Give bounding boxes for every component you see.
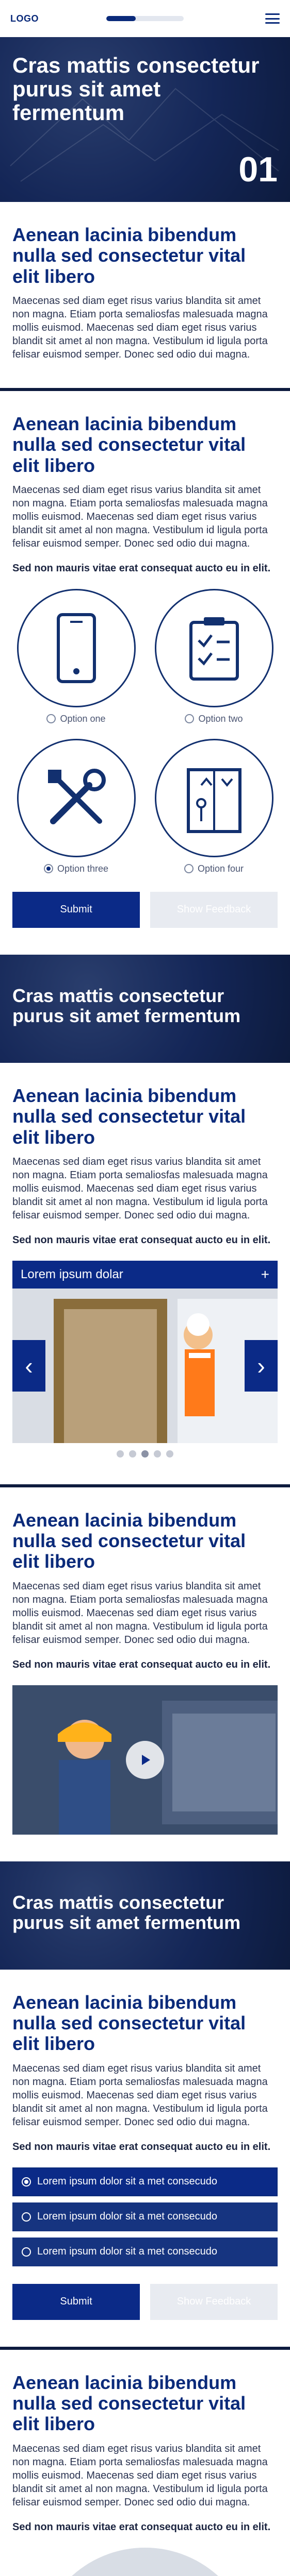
portrait-image xyxy=(37,2548,253,2576)
action-row xyxy=(12,892,278,928)
section-text: Maecenas sed diam eget risus varius blandita sit amet non magna. Etiam porta semaliosfas malesuada magna mollis euismod. Maecenas sed diam eget risus varius blandit sit amet al non magna. Vestibulum id ligula porta felisar euismod semper. Donec sed odio dui magna. xyxy=(12,1580,268,1646)
section-heading: Aenean lacinia bibendum nulla sed consectetur vital elit libero xyxy=(12,1084,246,1148)
section-text: Maecenas sed diam eget risus varius blandita sit amet non magna. Etiam porta semaliosfas malesuada magna mollis euismod. Maecenas sed diam eget risus varius blandit sit amet al non magna. Vestibulum id ligula porta felisar euismod semper. Donec sed odio dui magna. xyxy=(12,295,268,360)
section-heading: Aenean lacinia bibendum nulla sed consectetur vital elit libero xyxy=(12,1509,246,1572)
question-prompt: Sed non mauris vitae erat consequat aucto eu in elit. xyxy=(12,562,271,574)
question-prompt: Sed non mauris vitae erat consequat aucto eu in elit. xyxy=(12,1658,271,1670)
submit-button[interactable]: Submit xyxy=(12,2284,140,2320)
question-prompt: Sed non mauris vitae erat consequat aucto eu in elit. xyxy=(12,2521,271,2533)
carousel-prev-arrow-icon[interactable]: ‹ xyxy=(12,1340,45,1392)
elevator-icon xyxy=(155,739,273,857)
option-radio[interactable] xyxy=(46,714,56,723)
show-feedback-button[interactable]: Show Feedback xyxy=(150,2284,278,2320)
hero-title: Cras mattis consectetur purus sit amet fermentum xyxy=(12,1891,241,1934)
tools-icon xyxy=(17,739,136,857)
question-prompt: Sed non mauris vitae erat consequat aucto eu in elit. xyxy=(12,2141,271,2153)
section-text: Maecenas sed diam eget risus varius blandita sit amet non magna. Etiam porta semaliosfas malesuada magna mollis euismod. Maecenas sed diam eget risus varius blandit sit amet al non magna. Vestibulum id ligula porta felisar euismod semper. Donec sed odio dui magna. xyxy=(12,2443,268,2508)
option-card-3[interactable] xyxy=(12,739,140,874)
question-section-options xyxy=(0,388,290,955)
carousel-next-arrow-icon[interactable]: › xyxy=(245,1340,278,1392)
answer-label: Lorem ipsum dolor sit a met consecudo xyxy=(37,2176,218,2188)
carousel-section xyxy=(0,1063,290,1484)
plus-icon[interactable]: + xyxy=(261,1266,269,1282)
video-section xyxy=(0,1484,290,1861)
option-label: Option one xyxy=(60,713,106,724)
show-feedback-button[interactable]: Show Feedback xyxy=(150,892,278,928)
section-heading: Aenean lacinia bibendum nulla sed consectetur vital elit libero xyxy=(12,224,246,287)
question-prompt: Sed non mauris vitae erat consequat aucto eu in elit. xyxy=(12,1234,271,1246)
section-heading: Aenean lacinia bibendum nulla sed consectetur vital elit libero xyxy=(12,1991,246,2055)
section-text: Maecenas sed diam eget risus varius blandita sit amet non magna. Etiam porta semaliosfas malesuada magna mollis euismod. Maecenas sed diam eget risus varius blandit sit amet al non magna. Vestibulum id ligula porta felisar euismod semper. Donec sed odio dui magna. xyxy=(12,1156,268,1221)
carousel-dots xyxy=(12,1450,278,1458)
image-carousel xyxy=(12,1261,278,1458)
answer-option-2[interactable] xyxy=(12,2202,278,2231)
carousel-dot[interactable] xyxy=(154,1450,161,1458)
section-heading: Aenean lacinia bibendum nulla sed consectetur vital elit libero xyxy=(12,2371,246,2435)
carousel-title: Lorem ipsum dolar xyxy=(21,1267,123,1281)
option-grid xyxy=(12,589,278,874)
answer-radio-selected[interactable] xyxy=(22,2177,31,2187)
section-text: Maecenas sed diam eget risus varius blandita sit amet non magna. Etiam porta semaliosfas malesuada magna mollis euismod. Maecenas sed diam eget risus varius blandit sit amet al non magna. Vestibulum id ligula porta felisar euismod semper. Donec sed odio dui magna. xyxy=(12,484,268,549)
option-radio-selected[interactable] xyxy=(44,864,53,873)
option-label: Option three xyxy=(57,863,109,874)
submit-button[interactable]: Submit xyxy=(12,892,140,928)
option-radio[interactable] xyxy=(185,714,194,723)
hero-title: Cras mattis consectetur purus sit amet fermentum xyxy=(12,53,260,125)
top-bar xyxy=(0,0,290,37)
carousel-image xyxy=(12,1289,278,1443)
checklist-icon xyxy=(155,589,273,707)
video-player[interactable] xyxy=(12,1685,278,1835)
section-text: Maecenas sed diam eget risus varius blandita sit amet non magna. Etiam porta semaliosfas malesuada magna mollis euismod. Maecenas sed diam eget risus varius blandit sit amet al non magna. Vestibulum id ligula porta felisar euismod semper. Donec sed odio dui magna. xyxy=(12,2062,268,2128)
portrait-section xyxy=(0,2347,290,2576)
quiz-section xyxy=(0,1970,290,2347)
hero-title: Cras mattis consectetur purus sit amet fermentum xyxy=(12,985,241,1027)
intro-section xyxy=(0,202,290,388)
option-card-1[interactable] xyxy=(12,589,140,724)
carousel-dot[interactable] xyxy=(129,1450,136,1458)
answer-radio[interactable] xyxy=(22,2247,31,2257)
carousel-dot-active[interactable] xyxy=(141,1450,149,1458)
hero-section-1 xyxy=(0,37,290,202)
progress-bar xyxy=(106,16,184,21)
carousel-dot[interactable] xyxy=(166,1450,173,1458)
hero-section-3 xyxy=(0,1861,290,1970)
section-heading: Aenean lacinia bibendum nulla sed consectetur vital elit libero xyxy=(12,413,246,476)
hamburger-menu-icon[interactable] xyxy=(265,13,280,24)
answer-label: Lorem ipsum dolor sit a met consecudo xyxy=(37,2211,218,2223)
module-number: 01 xyxy=(238,150,278,189)
action-row xyxy=(12,2284,278,2320)
option-radio[interactable] xyxy=(184,864,194,873)
answer-option-3[interactable] xyxy=(12,2238,278,2266)
play-icon[interactable] xyxy=(126,1741,164,1779)
answer-label: Lorem ipsum dolor sit a met consecudo xyxy=(37,2246,218,2258)
progress-fill xyxy=(106,16,136,21)
answer-radio[interactable] xyxy=(22,2212,31,2222)
option-card-2[interactable] xyxy=(150,589,278,724)
carousel-dot[interactable] xyxy=(117,1450,124,1458)
option-label: Option two xyxy=(198,713,243,724)
hero-section-2 xyxy=(0,955,290,1063)
brand-logo: LOGO xyxy=(10,13,39,24)
option-card-4[interactable] xyxy=(150,739,278,874)
answer-option-1[interactable] xyxy=(12,2167,278,2196)
carousel-header xyxy=(12,1261,278,1289)
option-label: Option four xyxy=(197,863,244,874)
phone-icon xyxy=(17,589,136,707)
